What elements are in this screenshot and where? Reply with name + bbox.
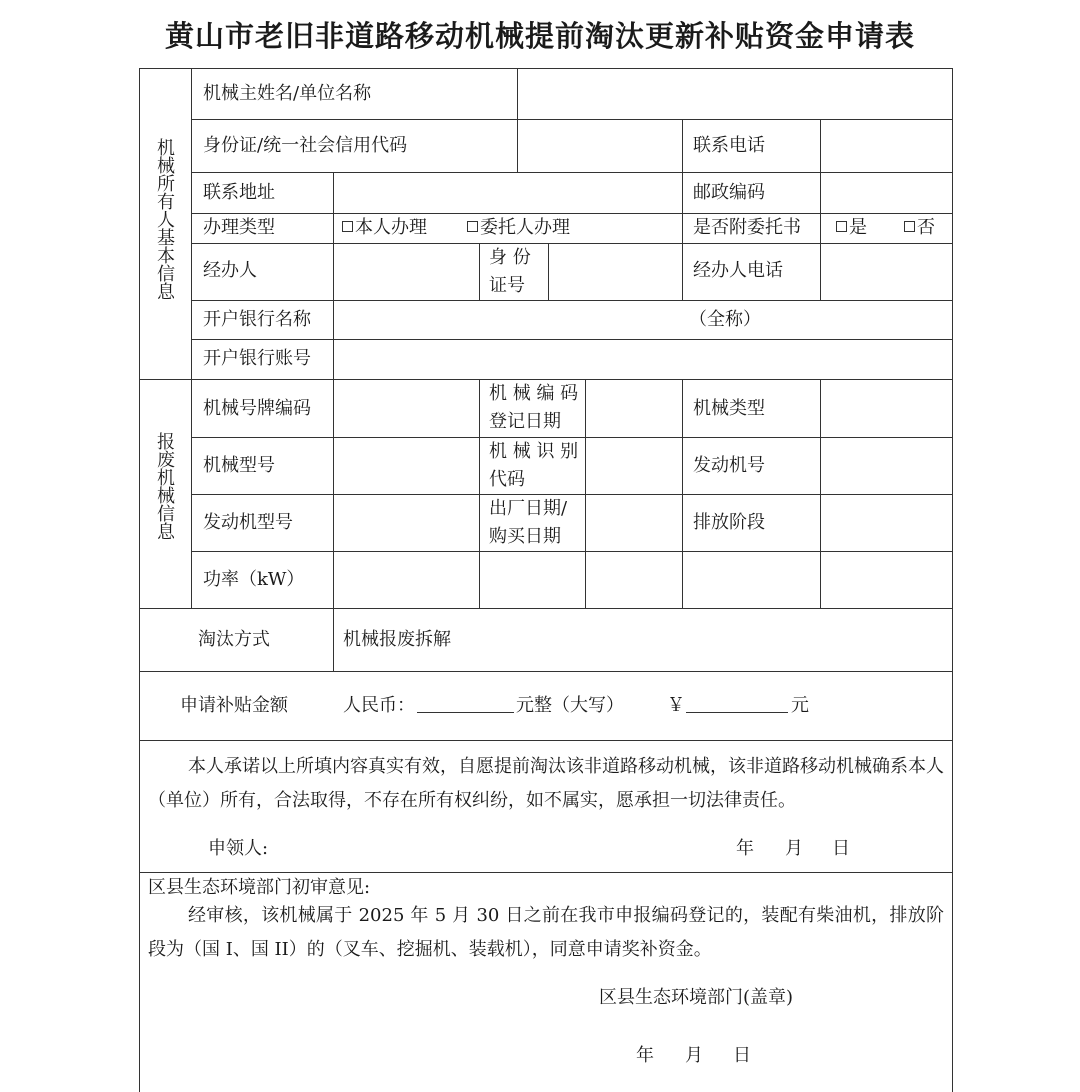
row-line — [191, 243, 952, 244]
reg-date-label-1: 机 械 编 码 — [489, 383, 579, 404]
section-line — [139, 671, 952, 672]
row-line — [191, 551, 952, 552]
section-owner-label: 机械所有人基本信息 — [154, 138, 175, 300]
amount-label: 申请补贴金额 — [180, 695, 288, 716]
frame-right-line — [952, 68, 953, 1092]
col-line — [517, 68, 518, 172]
address-field[interactable] — [336, 175, 679, 211]
has-letter-label: 是否附委托书 — [693, 217, 801, 238]
emission-field[interactable] — [823, 497, 949, 549]
col-line — [333, 379, 334, 671]
col-line — [479, 379, 480, 608]
bank-account-field[interactable] — [336, 342, 948, 377]
phone-field[interactable] — [823, 122, 949, 170]
agent-field[interactable] — [336, 246, 476, 298]
purchase-date-label-2: 购买日期 — [489, 526, 561, 547]
amount-yuan-label: 元 — [791, 695, 809, 716]
method-value: 机械报废拆解 — [343, 629, 451, 650]
agent-id-field[interactable] — [551, 246, 679, 298]
model-label: 机械型号 — [203, 455, 275, 476]
checkbox-icon[interactable] — [904, 221, 915, 232]
agent-id-label-2: 证号 — [489, 275, 525, 296]
col-line — [548, 243, 549, 300]
section-machine-label: 报废机械信息 — [154, 432, 175, 540]
option-self-label: 本人办理 — [355, 217, 427, 238]
pledge-day: 日 — [832, 838, 850, 859]
option-no-label: 否 — [917, 217, 935, 238]
bank-name-label: 开户银行名称 — [203, 309, 311, 330]
row-line — [191, 339, 952, 340]
amount-number-field[interactable] — [686, 694, 788, 716]
row-line — [191, 213, 952, 214]
reg-date-field[interactable] — [588, 382, 679, 435]
engine-model-field[interactable] — [336, 497, 476, 549]
address-label: 联系地址 — [203, 182, 275, 203]
agent-id-label-1: 身 份 — [489, 247, 531, 268]
frame-top-line — [139, 68, 952, 69]
frame-left-line — [139, 68, 140, 1092]
option-proxy[interactable] — [467, 216, 570, 240]
amount-chinese-field[interactable] — [417, 694, 514, 716]
row-line — [191, 119, 952, 120]
col-line — [585, 379, 586, 608]
review-stamp-label: 区县生态环境部门(盖章) — [599, 987, 794, 1008]
option-yes-label: 是 — [849, 217, 867, 238]
col-line — [191, 68, 192, 608]
col-line — [820, 119, 821, 300]
option-no[interactable] — [904, 216, 935, 240]
review-heading: 区县生态环境部门初审意见: — [148, 877, 371, 898]
yen-sign: ￥ — [667, 695, 685, 716]
method-label: 淘汰方式 — [198, 629, 270, 650]
id-code-label: 身份证/统一社会信用代码 — [203, 135, 408, 156]
agent-phone-field[interactable] — [823, 246, 949, 298]
engine-no-label: 发动机号 — [693, 455, 765, 476]
mach-type-label: 机械类型 — [693, 398, 765, 419]
plate-no-field[interactable] — [336, 382, 476, 435]
agent-phone-label: 经办人电话 — [693, 260, 783, 281]
amount-chinese-blank — [417, 694, 514, 713]
amount-yuan-big-label: 元整（大写） — [516, 695, 624, 716]
review-text: 经审核，该机械属于 2025 年 5 月 30 日之前在我市申报编码登记的，装配有柴油机，排放阶段为（国 I、国 II）的（叉车、挖掘机、装载机），同意申请奖补资金。 — [148, 905, 944, 960]
emission-label: 排放阶段 — [693, 512, 765, 533]
row-line — [191, 172, 952, 173]
section-line — [139, 740, 952, 741]
agent-label: 经办人 — [203, 260, 257, 281]
col-line — [333, 172, 334, 379]
amount-number-blank — [686, 694, 788, 713]
review-day: 日 — [733, 1045, 751, 1066]
process-type-label: 办理类型 — [203, 217, 275, 238]
model-field[interactable] — [336, 440, 476, 492]
amount-rmb-label: 人民币： — [343, 695, 415, 716]
owner-name-field[interactable] — [520, 71, 948, 117]
review-month: 月 — [685, 1045, 703, 1066]
col-line — [682, 379, 683, 608]
section-line — [139, 379, 952, 380]
full-name-hint: （全称） — [689, 309, 761, 330]
col-line — [479, 243, 480, 300]
pledge-month: 月 — [785, 838, 803, 859]
postcode-label: 邮政编码 — [693, 182, 765, 203]
review-year: 年 — [636, 1045, 654, 1066]
option-yes[interactable] — [836, 216, 867, 240]
checkbox-icon[interactable] — [836, 221, 847, 232]
pledge-year: 年 — [736, 838, 754, 859]
owner-name-label: 机械主姓名/单位名称 — [203, 83, 372, 104]
option-self[interactable] — [342, 216, 427, 240]
bank-account-label: 开户银行账号 — [203, 348, 311, 369]
form-title: 黄山市老旧非道路移动机械提前淘汰更新补贴资金申请表 — [164, 19, 915, 53]
bank-name-field[interactable] — [336, 303, 948, 337]
engine-no-field[interactable] — [823, 440, 949, 492]
row-line — [191, 300, 952, 301]
col-line — [820, 379, 821, 608]
id-code-field[interactable] — [520, 122, 678, 170]
power-label: 功率（kW） — [203, 569, 305, 590]
mach-type-field[interactable] — [823, 382, 949, 435]
purchase-date-field[interactable] — [588, 497, 679, 549]
applicant-label: 申领人: — [208, 838, 269, 859]
option-proxy-label: 委托人办理 — [480, 217, 570, 238]
postcode-field[interactable] — [823, 175, 949, 211]
section-line — [139, 608, 952, 609]
applicant-signature-field[interactable] — [275, 834, 715, 862]
pledge-text: 本人承诺以上所填内容真实有效，自愿提前淘汰该非道路移动机械，该非道路移动机械确系本人（单位）所有，合法取得，不存在所有权纠纷，如不属实，愿承担一切法律责任。 — [148, 756, 944, 811]
reg-date-label-2: 登记日期 — [489, 411, 561, 432]
plate-no-label: 机械号牌编码 — [203, 398, 311, 419]
vin-field[interactable] — [588, 440, 679, 492]
checkbox-icon[interactable] — [342, 221, 353, 232]
purchase-date-label-1: 出厂日期/ — [489, 498, 568, 519]
row-line — [191, 494, 952, 495]
col-line — [682, 119, 683, 300]
engine-model-label: 发动机型号 — [203, 512, 293, 533]
vin-label-2: 代码 — [489, 469, 525, 490]
vin-label-1: 机 械 识 别 — [489, 441, 579, 462]
phone-label: 联系电话 — [693, 135, 765, 156]
row-line — [191, 437, 952, 438]
checkbox-icon[interactable] — [467, 221, 478, 232]
section-line — [139, 872, 952, 873]
power-field[interactable] — [336, 554, 476, 606]
